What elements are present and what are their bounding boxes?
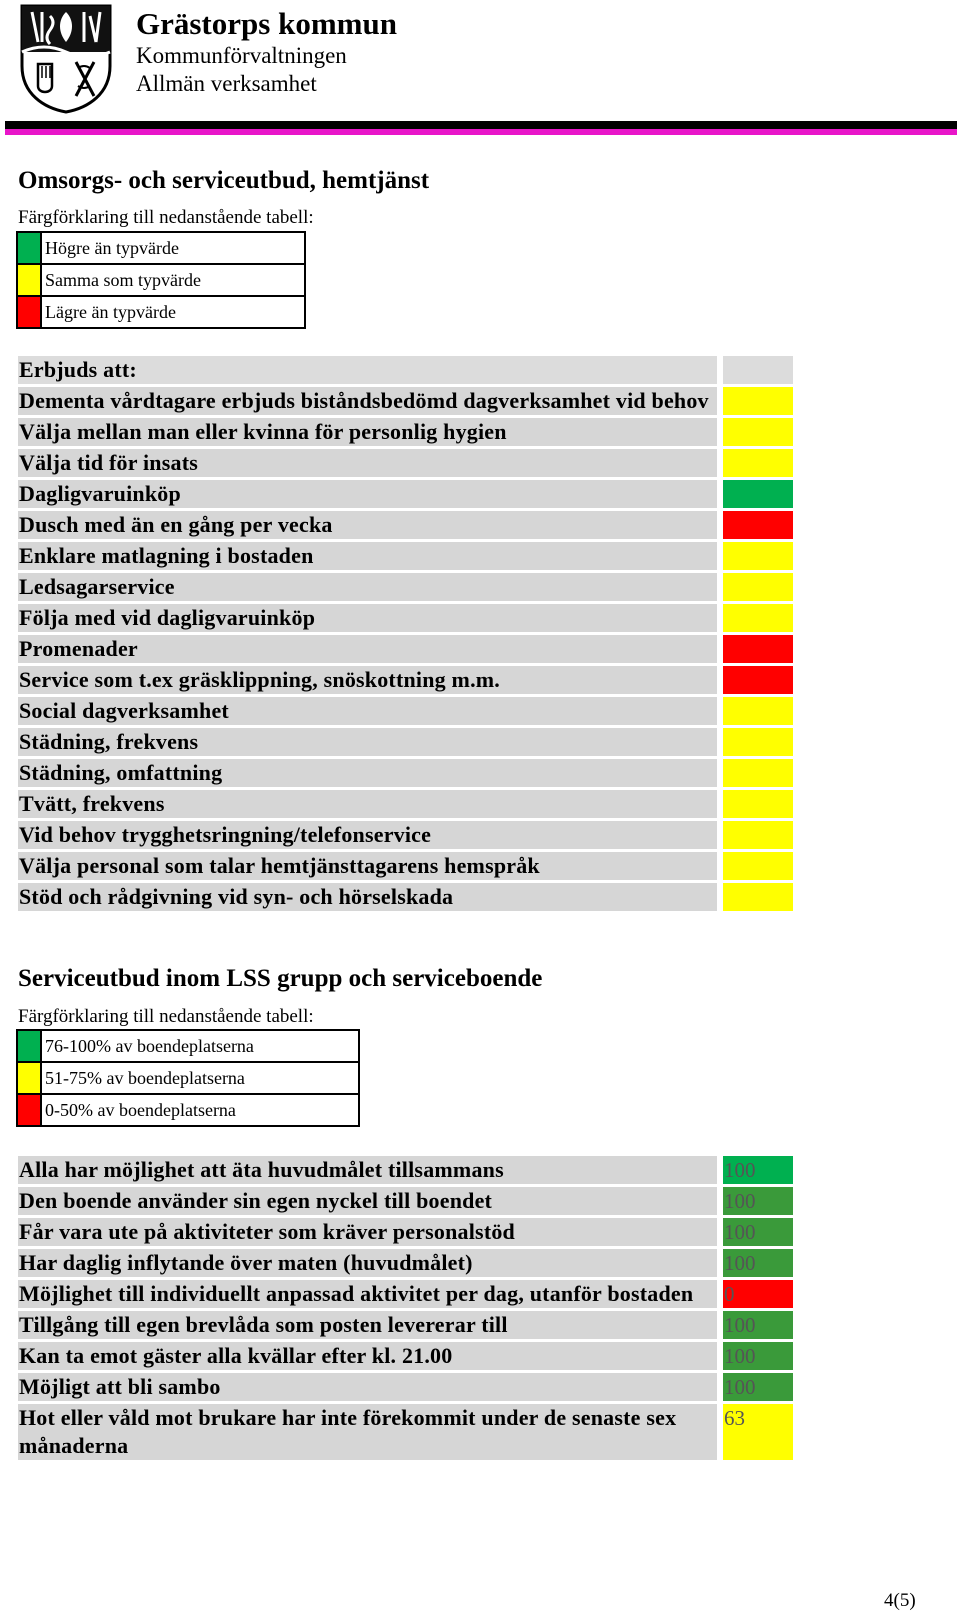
row-label: Möjligt att bli sambo xyxy=(18,1373,717,1401)
row-label: Promenader xyxy=(18,635,717,663)
row-label: Service som t.ex gräsklippning, snöskottning m.m. xyxy=(18,666,717,694)
legend-label: 0-50% av boendeplatserna xyxy=(45,1100,236,1120)
hemtjanst-table xyxy=(18,356,794,914)
table-row xyxy=(18,573,794,601)
table-row xyxy=(18,511,794,539)
legend-swatch xyxy=(18,297,42,327)
table-row xyxy=(18,604,794,632)
table-row xyxy=(18,666,794,694)
color-legend xyxy=(16,231,306,329)
table-row xyxy=(18,1311,794,1339)
row-indicator-cell xyxy=(723,573,793,601)
row-label: Möjlighet till individuellt anpassad aktivitet per dag, utanför bostaden xyxy=(18,1280,717,1308)
row-label: Dusch med än en gång per vecka xyxy=(18,511,717,539)
legend-row xyxy=(18,1095,358,1127)
row-label: Får vara ute på aktiviteter som kräver personalstöd xyxy=(18,1218,717,1246)
page-number: 4(5) xyxy=(884,1590,916,1611)
row-indicator-cell xyxy=(723,511,793,539)
table-row xyxy=(18,480,794,508)
table-header-row xyxy=(18,356,794,384)
table-row xyxy=(18,1249,794,1277)
table-header: Erbjuds att: xyxy=(18,356,717,384)
table-row xyxy=(18,1342,794,1370)
row-label: Välja personal som talar hemtjänsttagarens hemspråk xyxy=(18,852,717,880)
row-label: Dementa vårdtagare erbjuds biståndsbedömd dagverksamhet vid behov xyxy=(18,387,717,415)
organization-name: Grästorps kommun xyxy=(136,6,397,41)
header-rule xyxy=(5,121,957,129)
table-row xyxy=(18,790,794,818)
table-row xyxy=(18,1156,794,1184)
row-label: Städning, omfattning xyxy=(18,759,717,787)
table-row xyxy=(18,449,794,477)
row-indicator-cell: 0 xyxy=(723,1280,793,1308)
table-row xyxy=(18,697,794,725)
table-row xyxy=(18,1404,794,1460)
row-label: Ledsagarservice xyxy=(18,573,717,601)
table-row xyxy=(18,759,794,787)
legend-row xyxy=(18,265,304,297)
row-indicator-cell xyxy=(723,821,793,849)
letterhead xyxy=(18,2,948,134)
row-label: Tillgång till egen brevlåda som posten levererar till xyxy=(18,1311,717,1339)
lss-table xyxy=(18,1156,794,1463)
row-label: Social dagverksamhet xyxy=(18,697,717,725)
legend-swatch xyxy=(18,1095,42,1125)
row-label: Följa med vid dagligvaruinköp xyxy=(18,604,717,632)
row-indicator-cell xyxy=(723,480,793,508)
row-label: Enklare matlagning i bostaden xyxy=(18,542,717,570)
row-label: Tvätt, frekvens xyxy=(18,790,717,818)
department-name: Kommunförvaltningen xyxy=(136,43,347,68)
legend-label: Högre än typvärde xyxy=(45,238,179,258)
table-row xyxy=(18,1373,794,1401)
table-row xyxy=(18,1218,794,1246)
row-indicator-cell xyxy=(723,697,793,725)
row-label: Kan ta emot gäster alla kvällar efter kl. 21.00 xyxy=(18,1342,717,1370)
row-indicator-cell xyxy=(723,852,793,880)
table-header-value-cell xyxy=(723,356,793,384)
legend-label: 76-100% av boendeplatserna xyxy=(45,1036,254,1056)
legend-caption: Färgförklaring till nedanstående tabell: xyxy=(18,207,314,228)
row-indicator-cell xyxy=(723,728,793,756)
row-indicator-cell xyxy=(723,790,793,818)
table-row xyxy=(18,821,794,849)
row-indicator-cell: 100 xyxy=(723,1342,793,1370)
row-indicator-cell xyxy=(723,604,793,632)
legend-row xyxy=(18,297,304,329)
row-indicator-cell xyxy=(723,542,793,570)
table-row xyxy=(18,728,794,756)
unit-name: Allmän verksamhet xyxy=(136,71,317,96)
table-row xyxy=(18,635,794,663)
legend-swatch xyxy=(18,1031,42,1061)
row-label: Den boende använder sin egen nyckel till boendet xyxy=(18,1187,717,1215)
section-title-hemtjanst: Omsorgs- och serviceutbud, hemtjänst xyxy=(18,167,430,194)
section-title-lss: Serviceutbud inom LSS grupp och serviceboende xyxy=(18,965,543,992)
row-label: Städning, frekvens xyxy=(18,728,717,756)
row-indicator-cell: 100 xyxy=(723,1218,793,1246)
legend-swatch xyxy=(18,265,42,295)
table-row xyxy=(18,1187,794,1215)
row-label: Vid behov trygghetsringning/telefonservice xyxy=(18,821,717,849)
table-row xyxy=(18,1280,794,1308)
table-row xyxy=(18,542,794,570)
row-indicator-cell xyxy=(723,418,793,446)
header-accent-rule xyxy=(5,129,957,135)
legend-row xyxy=(18,1063,358,1095)
legend-label: Samma som typvärde xyxy=(45,270,201,290)
municipal-coat-of-arms-icon xyxy=(18,2,114,114)
legend-label: Lägre än typvärde xyxy=(45,302,176,322)
row-indicator-cell: 100 xyxy=(723,1156,793,1184)
row-indicator-cell: 63 xyxy=(723,1404,793,1460)
row-indicator-cell xyxy=(723,666,793,694)
row-label: Dagligvaruinköp xyxy=(18,480,717,508)
row-label: Stöd och rådgivning vid syn- och hörselskada xyxy=(18,883,717,911)
table-row xyxy=(18,852,794,880)
legend-swatch xyxy=(18,1063,42,1093)
legend-row xyxy=(18,233,304,265)
row-indicator-cell: 100 xyxy=(723,1187,793,1215)
row-indicator-cell xyxy=(723,759,793,787)
legend-row xyxy=(18,1031,358,1063)
row-label: Välja tid för insats xyxy=(18,449,717,477)
row-indicator-cell xyxy=(723,883,793,911)
row-label: Har daglig inflytande över maten (huvudmålet) xyxy=(18,1249,717,1277)
row-indicator-cell xyxy=(723,635,793,663)
legend-label: 51-75% av boendeplatserna xyxy=(45,1068,245,1088)
row-indicator-cell: 100 xyxy=(723,1373,793,1401)
row-indicator-cell: 100 xyxy=(723,1249,793,1277)
row-indicator-cell xyxy=(723,387,793,415)
row-indicator-cell: 100 xyxy=(723,1311,793,1339)
row-indicator-cell xyxy=(723,449,793,477)
color-legend xyxy=(16,1029,360,1127)
legend-swatch xyxy=(18,233,42,263)
table-row xyxy=(18,387,794,415)
table-row xyxy=(18,418,794,446)
table-row xyxy=(18,883,794,911)
legend-caption: Färgförklaring till nedanstående tabell: xyxy=(18,1006,314,1027)
row-label: Välja mellan man eller kvinna för personlig hygien xyxy=(18,418,717,446)
row-label: Hot eller våld mot brukare har inte förekommit under de senaste sex månaderna xyxy=(18,1404,717,1460)
row-label: Alla har möjlighet att äta huvudmålet tillsammans xyxy=(18,1156,717,1184)
